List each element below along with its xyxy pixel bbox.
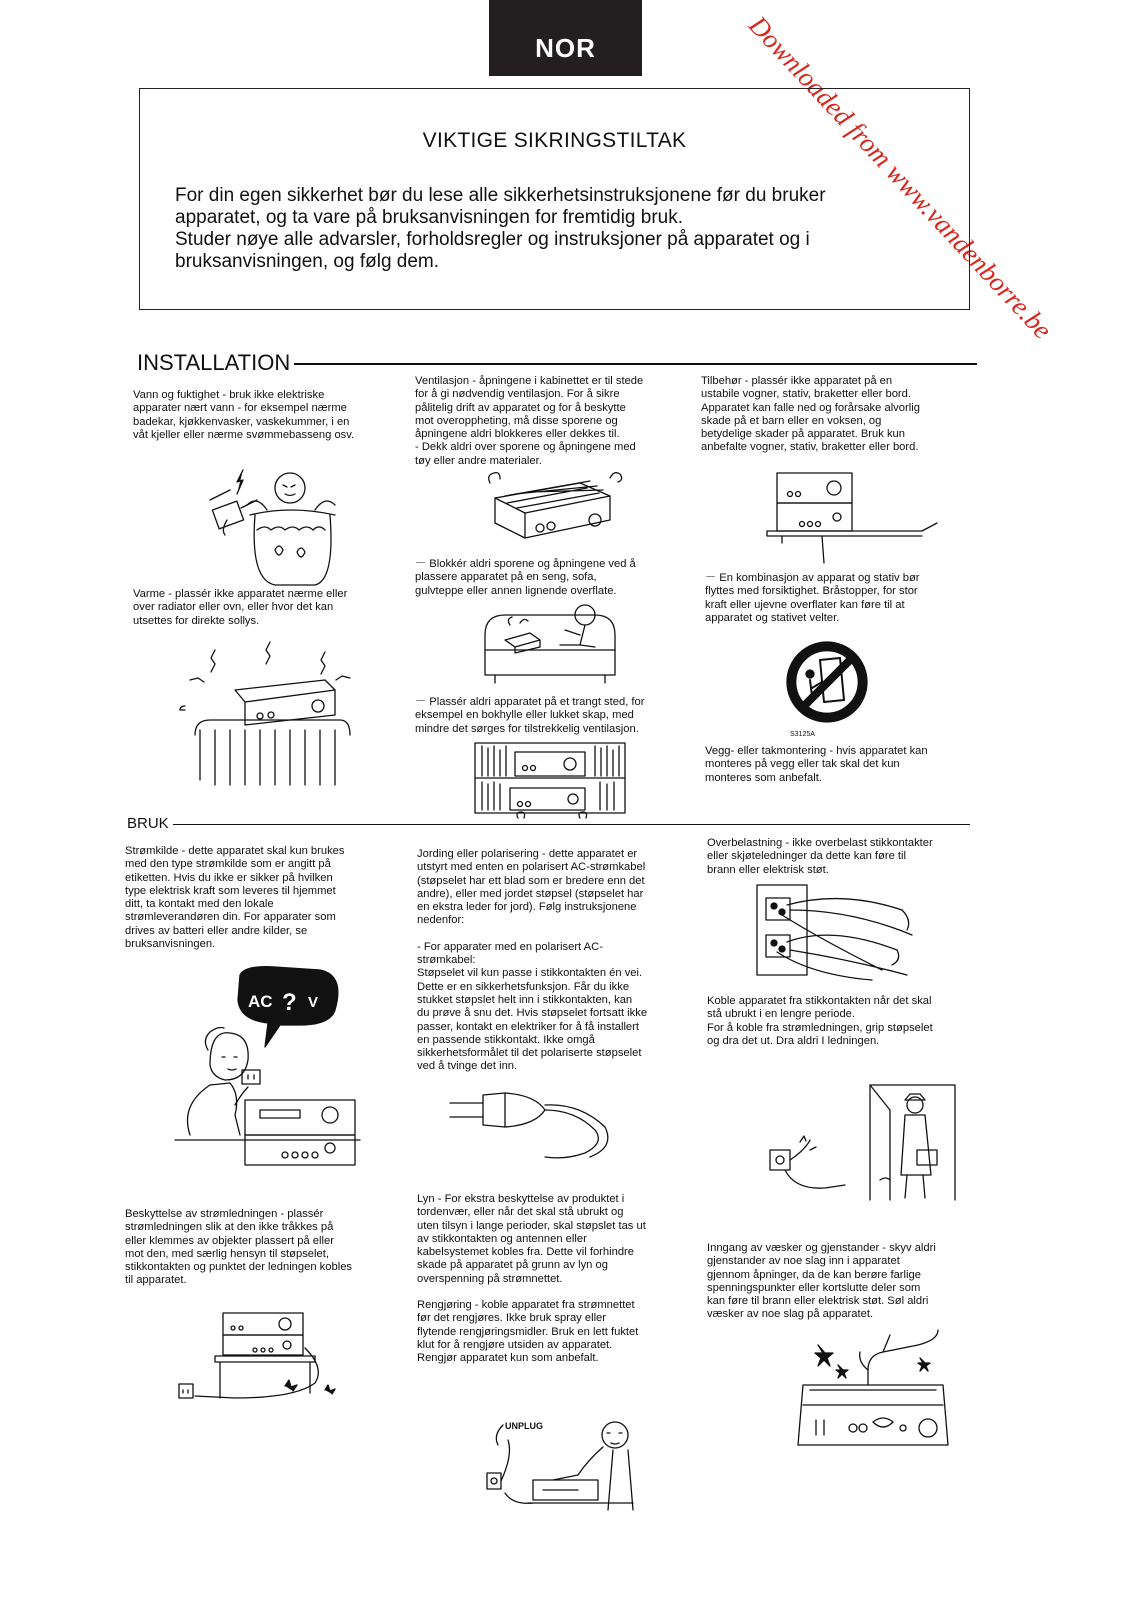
text-line: og dra det ut. Dra aldri I ledningen. xyxy=(707,1034,880,1047)
text-line: For å koble fra strømledningen, grip støpselet xyxy=(707,1021,933,1034)
bubble-ac: AC xyxy=(248,992,273,1011)
water-moisture-text xyxy=(133,389,403,442)
covered-unit-illustration xyxy=(485,468,625,548)
use-heading xyxy=(127,815,970,832)
text-line: våt kjeller eller nærme svømmebasseng osv. xyxy=(133,428,355,441)
text-line: strømledningen slik at den ikke tråkkes på xyxy=(125,1221,334,1234)
text-line: Ventilasjon - åpningene i kabinettet er til stede xyxy=(415,375,644,387)
text-line: gulvteppe eller annen lignende overflate. xyxy=(415,584,617,597)
important-safeguards-box xyxy=(139,88,970,310)
text-line: Inngang av væsker og gjenstander - skyv aldri xyxy=(707,1242,936,1254)
text-line: - Dekk aldri over sporene og åpningene med xyxy=(415,441,636,454)
sofa-illustration xyxy=(480,595,620,685)
text-line: over radiator eller ovn, eller hvor det kan xyxy=(133,601,334,614)
text-line: eller skjøteledninger da dette kan føre til xyxy=(707,850,906,863)
text-line: uten tilsyn i lange perioder, skal støpslet tas ut xyxy=(417,1219,646,1232)
text-line: apparater nært vann - for eksempel nærme xyxy=(133,402,347,415)
text-line: sikkerhetsformålet til det polariserte støpselet xyxy=(417,1047,642,1060)
text-line: kraft eller ujevne overflater kan føre til at xyxy=(705,598,905,611)
text-line: av stikkontakten og antennen eller xyxy=(417,1232,587,1245)
text-line: strømleverandøren din. For apparater som xyxy=(125,911,336,924)
text-line: Dette er en sikkerhetsfunksjon. Får du ikke xyxy=(417,980,630,993)
text-line: til apparatet. xyxy=(125,1274,187,1287)
text-line: Tilbehør - plassér ikke apparatet på en xyxy=(701,375,893,387)
text-line: type elektrisk kraft som leveres til hjemmet xyxy=(125,884,336,897)
text-line: skade på apparatet på grunn av lyn og xyxy=(417,1259,608,1272)
text-line: mot overoppheting, må disse sporene og xyxy=(415,414,618,427)
text-line: badekar, kjøkkenvasker, vaskekummer, i en xyxy=(133,415,350,428)
text-line: Beskyttelse av strømledningen - plassér xyxy=(125,1208,324,1220)
bubble-v: V xyxy=(308,994,319,1011)
block-openings-text xyxy=(415,558,700,598)
use-heading-text: BRUK xyxy=(127,815,169,832)
installation-heading-text: INSTALLATION xyxy=(137,350,291,375)
text-line: Støpselet vil kun passe i stikkontakten én vei. xyxy=(417,967,643,980)
text-line: monteres på vegg eller tak skal det kun xyxy=(705,758,900,771)
power-question-illustration xyxy=(170,965,365,1165)
text-line: kan føre til brann eller elektrisk støt. Søl aldri xyxy=(707,1295,929,1308)
text-line: etiketten. Hvis du ikke er sikker på hvilken xyxy=(125,871,333,884)
cart-caution-text xyxy=(705,572,985,625)
polarized-plug-illustration xyxy=(445,1085,625,1160)
download-watermark: Downloaded from www.vandenborre.be xyxy=(743,10,1058,345)
bathtub-illustration xyxy=(195,460,365,590)
text-line: spenningspunkter eller kortslutte deler som xyxy=(707,1281,921,1294)
text-line: flyttes med forsiktighet. Bråstopper, for stor xyxy=(705,585,918,598)
text-line: før det rengjøres. Ikke bruk spray eller xyxy=(417,1312,607,1325)
text-line: monteres som anbefalt. xyxy=(705,771,822,784)
object-liquid-entry-text xyxy=(707,1242,987,1322)
unplug-cleaning-illustration xyxy=(483,1415,638,1515)
text-line: ustabile vogner, stativ, braketter eller bord. xyxy=(701,388,911,401)
text-line: en ekstra leder for jord). Følg instruksjonene xyxy=(417,901,637,914)
text-line: ditt, ta kontakt med den lokale xyxy=(125,898,274,911)
installation-heading xyxy=(137,350,977,376)
text-line: drives av batteri eller andre kilder, se xyxy=(125,924,308,937)
text-line: stå ubrukt i en lengre periode. xyxy=(707,1008,856,1021)
heading-rule xyxy=(294,363,977,365)
text-line: for å gi nødvendig ventilasjon. For å sikre xyxy=(415,388,620,401)
text-line: Vegg- eller takmontering - hvis apparatet kan xyxy=(705,745,928,757)
text-line: Varme - plassér ikke apparatet nærme eller xyxy=(133,588,348,600)
text-line: plassere apparatet på en seng, sofa, xyxy=(415,571,597,584)
overloaded-outlet-illustration xyxy=(752,880,917,985)
cart-warning-symbol xyxy=(782,640,872,740)
text-line: tordenvær, eller når det skal stå ubrukt og xyxy=(417,1206,624,1219)
bookshelf-illustration xyxy=(470,738,630,818)
overload-text xyxy=(707,837,987,877)
text-line: åpningene aldri blokkeres eller dekkes til. xyxy=(415,428,620,441)
narrow-space-text xyxy=(415,696,700,736)
disconnect-text xyxy=(707,995,987,1048)
safeguards-intro xyxy=(175,185,939,273)
lightning-cleaning-text xyxy=(417,1193,702,1366)
text-line: du prøve å snu det. Hvis støpselet fortsatt ikke xyxy=(417,1007,648,1020)
text-line: klut for å rengjøre utsiden av apparatet. xyxy=(417,1338,613,1351)
accessories-text xyxy=(701,375,981,455)
unstable-stand-illustration xyxy=(762,468,947,568)
text-line: en passende stikkontakt. Ikke omgå xyxy=(417,1033,595,1046)
text-line: væsker av noe slag på apparatet. xyxy=(707,1308,874,1321)
paragraph-gap xyxy=(417,1286,702,1299)
text-line: anbefalte vogner, stativ, braketter eller bord. xyxy=(701,441,919,454)
text-line: (støpselet har ett blad som er bredere enn det xyxy=(417,874,645,887)
intro-line: For din egen sikkerhet bør du lese alle sikkerhetsinstruksjonene før du bruker xyxy=(175,185,826,206)
text-line: bruksanvisningen. xyxy=(125,938,216,951)
text-line: Overbelastning - ikke overbelast stikkontakter xyxy=(707,837,933,849)
text-line: passer, kontakt en elektriker for å få installert xyxy=(417,1020,639,1033)
text-line: mindre det sørges for tilstrekkelig ventilasjon. xyxy=(415,722,639,735)
heading-rule xyxy=(173,824,970,825)
text-line: pålitelig drift av apparatet og for å beskytte xyxy=(415,401,626,414)
cord-protection-illustration xyxy=(175,1308,350,1408)
text-line: Jording eller polarisering - dette apparatet er xyxy=(417,848,638,860)
cart-code: S3125A xyxy=(790,731,815,738)
ventilation-text xyxy=(415,375,700,468)
text-line: Rengjøring - koble apparatet fra strømnettet xyxy=(417,1299,635,1312)
text-line: gjenstander av noe slag inn i apparatet xyxy=(707,1255,900,1268)
text-line: apparatet og stativet velter. xyxy=(705,611,840,624)
text-line: gjennom åpninger, da de kan berøre farlige xyxy=(707,1268,921,1281)
text-line: betydelige skader på apparatet. Bruk kun xyxy=(701,428,905,441)
safeguards-title: VIKTIGE SIKRINGSTILTAK xyxy=(422,129,687,152)
heat-text xyxy=(133,588,403,628)
text-line: - For apparater med en polarisert AC- xyxy=(417,940,603,953)
text-line: stikkontakten og punktet der ledningen kobles xyxy=(125,1261,353,1274)
text-line: Koble apparatet fra stikkontakten når det skal xyxy=(707,995,932,1007)
unplug-label: UNPLUG xyxy=(505,1421,543,1431)
text-line: utstyrt med enten en polarisert AC-strømkabel xyxy=(417,861,646,874)
text-line: andre), eller med jordet støpsel (støpselet har xyxy=(417,887,644,900)
text-line: flytende rengjøringsmidler. Bruk en lett fuktet xyxy=(417,1325,639,1338)
text-line: Strømkilde - dette apparatet skal kun brukes xyxy=(125,845,345,857)
text-line: － En kombinasjon av apparat og stativ bør xyxy=(705,572,920,584)
text-line: mot den, med særlig hensyn til støpselet, xyxy=(125,1247,329,1260)
leaving-home-illustration xyxy=(765,1080,960,1205)
text-line: Rengjør apparatet kun som anbefalt. xyxy=(417,1352,599,1365)
text-line: skade på et barn eller en voksen, og xyxy=(701,414,882,427)
language-tab: NOR xyxy=(489,0,642,76)
text-line: eksempel en bokhylle eller lukket skap, med xyxy=(415,709,634,722)
text-line: nedenfor: xyxy=(417,914,465,927)
intro-line: apparatet, og ta vare på bruksanvisningen for fremtidig bruk. xyxy=(175,207,684,228)
text-line: stukket støpslet helt inn i stikkontakten, kan xyxy=(417,993,633,1006)
text-line: － Plassér aldri apparatet på et trangt sted, for xyxy=(415,696,645,708)
text-line: eller klemmes av objekter plassert på eller xyxy=(125,1234,334,1247)
radiator-illustration xyxy=(175,640,365,790)
text-line: ved å tvinge det inn. xyxy=(417,1060,518,1073)
grounding-text xyxy=(417,848,702,1074)
text-line: － Blokkér aldri sporene og åpningene ved å xyxy=(415,558,636,570)
intro-line: bruksanvisningen, og følg dem. xyxy=(175,251,440,272)
object-entry-illustration xyxy=(798,1330,953,1455)
text-line: tøy eller andre materialer. xyxy=(415,454,542,467)
text-line: overspenning på strømnettet. xyxy=(417,1272,563,1285)
paragraph-gap xyxy=(417,928,702,941)
text-line: kabelsystemet kobles fra. Dette vil forhindre xyxy=(417,1246,635,1259)
text-line: brann eller elektrisk støt. xyxy=(707,863,829,876)
text-line: utsettes for direkte sollys. xyxy=(133,614,260,627)
text-line: Vann og fuktighet - bruk ikke elektriske xyxy=(133,389,325,401)
text-line: Apparatet kan falle ned og forårsake alvorlig xyxy=(701,401,920,414)
power-source-text xyxy=(125,845,405,951)
cord-protection-text xyxy=(125,1208,410,1288)
text-line: med den type strømkilde som er angitt på xyxy=(125,858,331,871)
wall-mount-text xyxy=(705,745,985,785)
text-line: strømkabel: xyxy=(417,954,476,967)
intro-line: Studer nøye alle advarsler, forholdsregler og instruksjoner på apparatet og i xyxy=(175,229,810,250)
bubble-question: ? xyxy=(282,989,297,1016)
text-line: Lyn - For ekstra beskyttelse av produktet i xyxy=(417,1193,625,1205)
